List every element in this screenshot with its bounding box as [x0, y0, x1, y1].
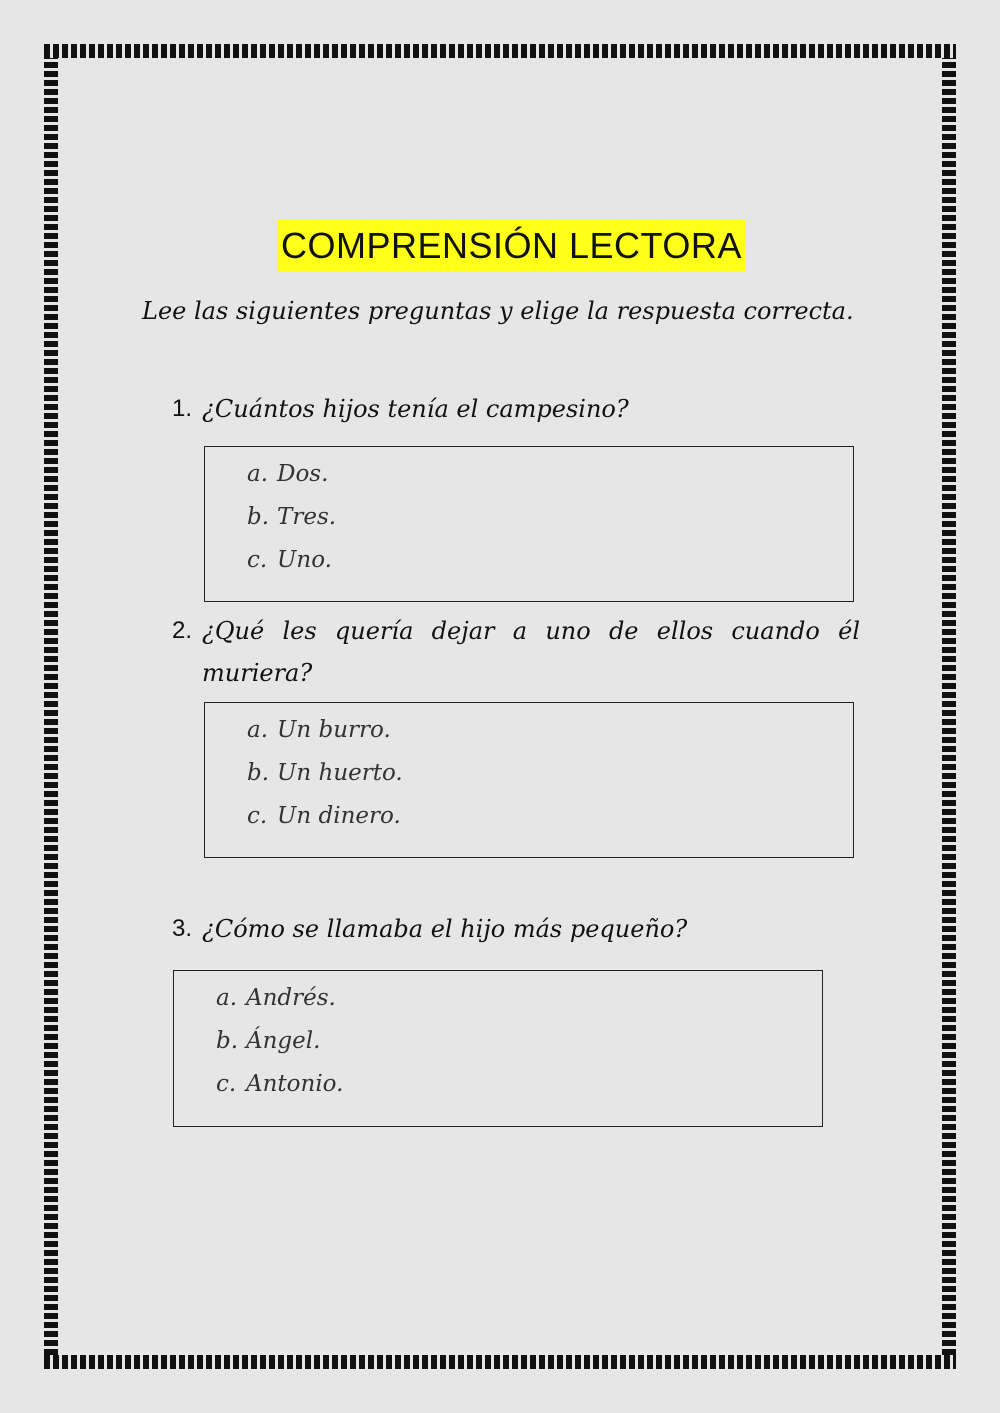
option-text: Antonio.: [246, 1071, 344, 1097]
answer-option[interactable]: [247, 453, 853, 496]
page-title: COMPRENSIÓN LECTORA: [277, 220, 746, 272]
answer-option[interactable]: [247, 795, 853, 838]
question-number: 2.: [172, 617, 193, 644]
option-text: Un dinero.: [277, 803, 401, 829]
answer-box-2: [204, 702, 854, 858]
instructions-text: Lee las siguientes preguntas y elige la respuesta correcta.: [142, 297, 854, 325]
option-text: Un burro.: [277, 717, 391, 743]
option-text: Ángel.: [246, 1028, 321, 1054]
question-number: 3.: [172, 915, 193, 942]
option-letter: c.: [216, 1071, 237, 1097]
option-letter: a.: [247, 461, 269, 487]
answer-option[interactable]: [216, 977, 822, 1020]
answer-box-1: [204, 446, 854, 602]
question-1: [172, 388, 862, 430]
question-text: ¿Cómo se llamaba el hijo más pequeño?: [202, 915, 688, 943]
question-text: ¿Cuántos hijos tenía el campesino?: [202, 395, 629, 423]
option-text: Andrés.: [246, 985, 336, 1011]
answer-box-3: [173, 970, 823, 1127]
option-letter: b.: [247, 504, 270, 530]
option-letter: b.: [247, 760, 270, 786]
question-2: [172, 610, 860, 694]
answer-option[interactable]: [216, 1020, 822, 1063]
question-text: ¿Qué les quería dejar a uno de ellos cuando él muriera?: [202, 617, 860, 687]
answer-option[interactable]: [247, 539, 853, 582]
option-letter: c.: [247, 803, 268, 829]
option-letter: a.: [247, 717, 269, 743]
option-letter: b.: [216, 1028, 239, 1054]
option-text: Un huerto.: [277, 760, 403, 786]
option-text: Dos.: [277, 461, 329, 487]
question-number: 1.: [172, 395, 193, 422]
option-text: Tres.: [277, 504, 337, 530]
option-text: Uno.: [277, 547, 332, 573]
question-3: [172, 908, 862, 950]
answer-option[interactable]: [247, 709, 853, 752]
answer-option[interactable]: [216, 1063, 822, 1106]
answer-option[interactable]: [247, 496, 853, 539]
option-letter: c.: [247, 547, 268, 573]
option-letter: a.: [216, 985, 238, 1011]
answer-option[interactable]: [247, 752, 853, 795]
